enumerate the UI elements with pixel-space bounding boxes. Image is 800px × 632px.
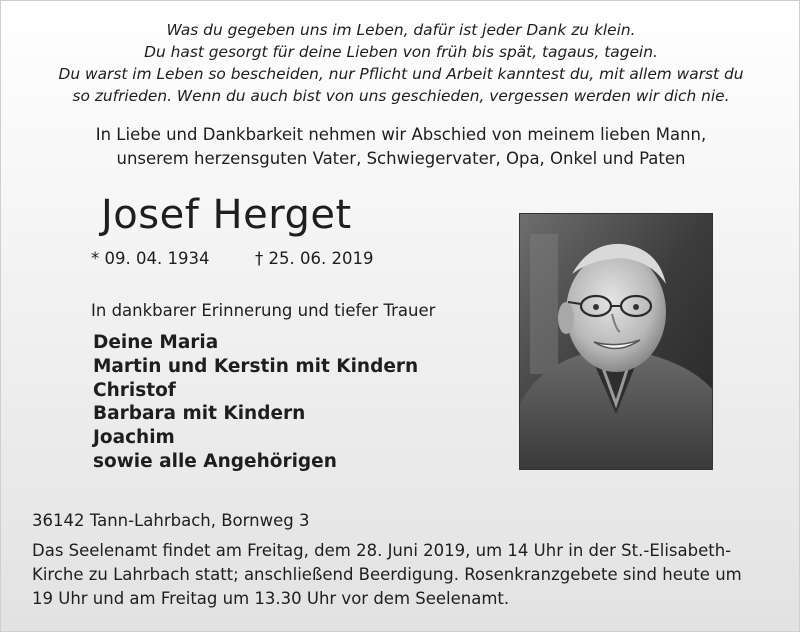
mourner-entry: Christof	[93, 379, 176, 401]
service-line: 19 Uhr und am Freitag um 13.30 Uhr vor dem Seelenamt.	[32, 589, 510, 608]
service-details	[32, 539, 777, 611]
death-date: † 25. 06. 2019	[255, 249, 374, 268]
poem-line: Du warst im Leben so bescheiden, nur Pflicht und Arbeit kanntest du, mit allem warst du	[58, 65, 744, 83]
mourner-entry: sowie alle Angehörigen	[93, 450, 337, 472]
service-line: Kirche zu Lahrbach statt; anschließend Beerdigung. Rosenkranzgebete sind heute um	[32, 565, 742, 584]
poem-line: so zufrieden. Wenn du auch bist von uns geschieden, vergessen werden wir dich nie.	[72, 87, 730, 105]
deceased-name: Josef Herget	[101, 192, 352, 238]
mourning-text: In dankbarer Erinnerung und tiefer Trauer	[91, 301, 436, 320]
birth-date: * 09. 04. 1934	[91, 249, 210, 268]
mourner-entry: Martin und Kerstin mit Kindern	[93, 355, 419, 377]
mourners-list	[93, 331, 418, 474]
mourner-entry: Joachim	[93, 427, 175, 449]
portrait-illustration	[520, 214, 712, 469]
farewell-intro	[1, 123, 800, 171]
portrait-photo	[519, 213, 713, 470]
memorial-poem	[1, 19, 800, 107]
poem-line: Du hast gesorgt für deine Lieben von früh bis spät, tagaus, tagein.	[144, 43, 658, 61]
poem-line: Was du gegeben uns im Leben, dafür ist jeder Dank zu klein.	[166, 21, 636, 39]
mourner-entry: Deine Maria	[93, 332, 219, 353]
intro-line: unserem herzensguten Vater, Schwiegervater, Opa, Onkel und Paten	[116, 149, 686, 168]
intro-line: In Liebe und Dankbarkeit nehmen wir Abschied von meinem lieben Mann,	[95, 125, 707, 144]
service-line: Das Seelenamt findet am Freitag, dem 28. Juni 2019, um 14 Uhr in der St.-Elisabeth-	[32, 541, 732, 560]
mourner-entry: Barbara mit Kindern	[93, 403, 306, 425]
family-address: 36142 Tann-Lahrbach, Bornweg 3	[32, 511, 310, 530]
